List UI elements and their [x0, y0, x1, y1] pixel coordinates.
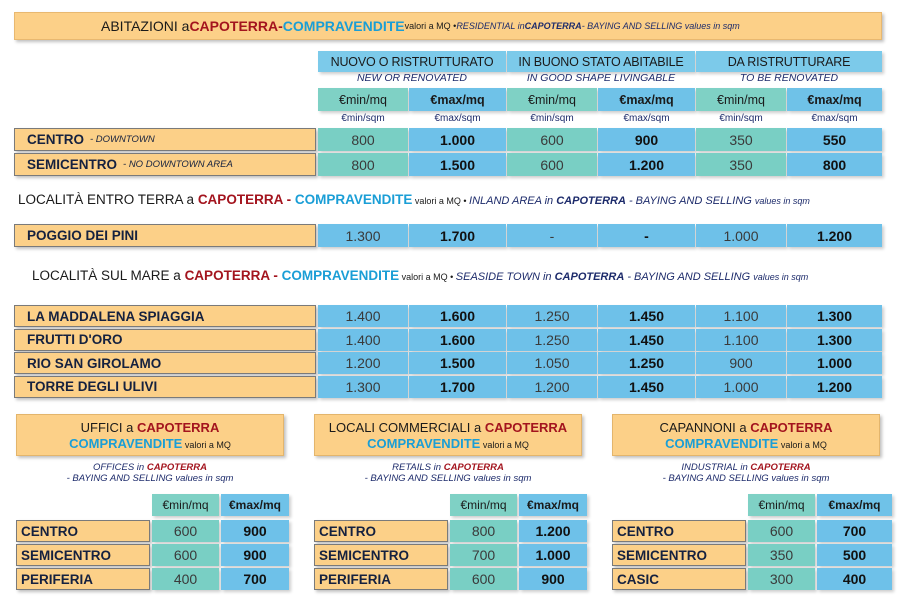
box-sub1: INDUSTRIAL in	[681, 462, 751, 473]
row-sub: - NO DOWNTOWN AREA	[123, 159, 233, 170]
row-name: CASIC	[617, 571, 660, 587]
row-name: SEMICENTRO	[319, 547, 410, 563]
seaside-value-cell: 1.300	[787, 329, 882, 351]
inland-title-en1: INLAND AREA in	[469, 195, 557, 207]
box-value-max: 900	[221, 544, 289, 566]
inland-title	[18, 192, 888, 207]
seaside-value-cell: 1.600	[409, 305, 506, 327]
seaside-title-dash: -	[269, 268, 282, 283]
title-en2: - BAYING AND SELLING values in sqm	[581, 21, 740, 31]
box-valori: valori a MQ	[778, 440, 827, 450]
cell-semi-good-min: 600	[507, 153, 597, 176]
unit-min-3: €min/mq	[696, 88, 786, 111]
box-row-label	[16, 568, 150, 590]
inland-title-text: LOCALITÀ ENTRO TERRA a	[18, 192, 198, 207]
unit-max-1: €max/mq	[409, 88, 506, 111]
box-row-label	[314, 544, 448, 566]
unit-sqm-min-2: €min/sqm	[530, 113, 574, 124]
inland-title-dash: -	[282, 192, 295, 207]
cell-poggio-reno-min: 1.000	[696, 224, 786, 247]
box-value-max: 1.000	[519, 544, 587, 566]
row-name: PERIFERIA	[319, 571, 392, 587]
cell-poggio-good-min: -	[507, 224, 597, 247]
inland-title-en-city: CAPOTERRA	[556, 195, 626, 207]
row-label-seaside	[14, 376, 316, 398]
box-header	[314, 414, 582, 456]
seaside-value-cell: 1.300	[318, 376, 408, 398]
seaside-value-cell: 1.000	[696, 376, 786, 398]
row-name: RIO SAN GIROLAMO	[27, 355, 162, 371]
category-sub-new: NEW OR RENOVATED	[356, 72, 468, 84]
box-value-min: 600	[152, 544, 219, 566]
cell-poggio-reno-max: 1.200	[787, 224, 882, 247]
cell-centro-reno-max: 550	[787, 128, 882, 151]
seaside-title-en-city: CAPOTERRA	[554, 271, 625, 283]
row-label-seaside	[14, 352, 316, 374]
seaside-value-cell: 1.700	[409, 376, 506, 398]
inland-title-en2: - BAYING AND SELLING	[625, 195, 755, 207]
seaside-title-en1: SEASIDE TOWN in	[455, 271, 555, 283]
seaside-value-cell: 1.450	[598, 305, 695, 327]
box-unit-max: €max/mq	[817, 494, 892, 516]
seaside-value-cell: 1.200	[787, 376, 882, 398]
cell-centro-new-max: 1.000	[409, 128, 506, 151]
inland-title-city: CAPOTERRA	[197, 192, 283, 207]
unit-max-2: €max/mq	[598, 88, 695, 111]
box-sub2: - BAYING AND SELLING values in sqm	[364, 473, 532, 484]
box-value-max: 900	[519, 568, 587, 590]
box-unit-min: €min/mq	[152, 494, 219, 516]
seaside-value-cell: 1.450	[598, 329, 695, 351]
cell-semi-good-max: 1.200	[598, 153, 695, 176]
box-title: CAPANNONI a	[659, 420, 751, 435]
box-value-min: 400	[152, 568, 219, 590]
title-valori: valori a MQ •	[404, 21, 457, 31]
box-value-min: 350	[748, 544, 815, 566]
seaside-title-city: CAPOTERRA	[184, 268, 270, 283]
box-value-min: 600	[450, 568, 517, 590]
box-value-max: 500	[817, 544, 892, 566]
row-name: POGGIO DEI PINI	[27, 228, 139, 243]
seaside-title	[32, 268, 892, 283]
box-subtitle	[610, 462, 882, 484]
cell-centro-good-max: 900	[598, 128, 695, 151]
box-unit-min: €min/mq	[450, 494, 517, 516]
inland-title-en3: values in sqm	[754, 196, 810, 206]
unit-sqm-max-3: €max/sqm	[811, 113, 858, 124]
category-sub-good: IN GOOD SHAPE LIVINGABLE	[526, 72, 676, 84]
title-text: ABITAZIONI a	[101, 18, 190, 34]
box-unit-min: €min/mq	[748, 494, 815, 516]
box-header	[612, 414, 880, 456]
box-subtitle	[14, 462, 286, 484]
row-name: PERIFERIA	[21, 571, 94, 587]
unit-sqm-min-1: €min/sqm	[341, 113, 385, 124]
box-row-label	[16, 520, 150, 542]
unit-min-2: €min/mq	[507, 88, 597, 111]
box-sub1: RETAILS in	[392, 462, 444, 473]
box-header	[16, 414, 284, 456]
row-name: CENTRO	[617, 523, 674, 539]
box-title-city: CAPOTERRA	[750, 420, 833, 435]
row-name: SEMICENTRO	[617, 547, 708, 563]
unit-sqm-max-1: €max/sqm	[434, 113, 481, 124]
box-value-max: 700	[221, 568, 289, 590]
box-sub-city: CAPOTERRA	[443, 462, 504, 473]
seaside-title-en2: - BAYING AND SELLING	[624, 271, 754, 283]
seaside-value-cell: 1.200	[507, 376, 597, 398]
unit-min-1: €min/mq	[318, 88, 408, 111]
box-compravendite: COMPRAVENDITE	[367, 436, 481, 451]
cell-poggio-new-min: 1.300	[318, 224, 408, 247]
box-row-label	[612, 520, 746, 542]
box-title: LOCALI COMMERCIALI a	[328, 420, 485, 435]
row-name: TORRE DEGLI ULIVI	[27, 379, 158, 394]
cell-semi-new-min: 800	[318, 153, 408, 176]
row-label-poggio	[14, 224, 316, 247]
box-valori: valori a MQ	[480, 440, 529, 450]
row-name: FRUTTI D'ORO	[27, 332, 123, 347]
box-value-min: 800	[450, 520, 517, 542]
box-row-label	[314, 520, 448, 542]
seaside-value-cell: 1.400	[318, 305, 408, 327]
box-compravendite: COMPRAVENDITE	[665, 436, 779, 451]
box-row-label	[612, 544, 746, 566]
seaside-value-cell: 1.250	[507, 329, 597, 351]
row-label-semicentro	[14, 153, 316, 176]
box-sub-city: CAPOTERRA	[146, 462, 207, 473]
seaside-value-cell: 900	[696, 352, 786, 374]
title-dash: -	[278, 18, 283, 34]
row-name: SEMICENTRO	[27, 157, 118, 172]
seaside-value-cell: 1.000	[787, 352, 882, 374]
inland-title-valori: valori a MQ •	[412, 196, 470, 206]
unit-sqm-min-3: €min/sqm	[719, 113, 763, 124]
box-value-max: 400	[817, 568, 892, 590]
title-city: CAPOTERRA	[189, 18, 279, 34]
seaside-value-cell: 1.100	[696, 305, 786, 327]
seaside-value-cell: 1.300	[787, 305, 882, 327]
box-valori: valori a MQ	[182, 440, 231, 450]
box-value-min: 700	[450, 544, 517, 566]
seaside-value-cell: 1.050	[507, 352, 597, 374]
row-sub: - DOWNTOWN	[90, 134, 155, 145]
main-title-banner	[14, 12, 882, 40]
category-header-new: NUOVO O RISTRUTTURATO	[318, 51, 506, 72]
title-en1: RESIDENTIAL in	[456, 21, 525, 31]
box-title: UFFICI a	[80, 420, 137, 435]
title-en-city: CAPOTERRA	[524, 21, 582, 31]
box-row-label	[16, 544, 150, 566]
seaside-value-cell: 1.400	[318, 329, 408, 351]
box-row-label	[314, 568, 448, 590]
box-sub1: OFFICES in	[92, 462, 147, 473]
cell-poggio-new-max: 1.700	[409, 224, 506, 247]
seaside-title-compravendite: COMPRAVENDITE	[281, 268, 400, 283]
cell-semi-reno-min: 350	[696, 153, 786, 176]
box-title-city: CAPOTERRA	[137, 420, 220, 435]
seaside-title-en3: values in sqm	[753, 272, 809, 282]
cell-semi-reno-max: 800	[787, 153, 882, 176]
box-sub-city: CAPOTERRA	[750, 462, 811, 473]
cell-centro-reno-min: 350	[696, 128, 786, 151]
seaside-value-cell: 1.600	[409, 329, 506, 351]
unit-max-3: €max/mq	[787, 88, 882, 111]
cell-semi-new-max: 1.500	[409, 153, 506, 176]
seaside-value-cell: 1.250	[507, 305, 597, 327]
row-label-centro	[14, 128, 316, 151]
box-title-city: CAPOTERRA	[484, 420, 568, 435]
category-sub-renovate: TO BE RENOVATED	[739, 72, 839, 84]
row-label-seaside	[14, 329, 316, 351]
row-name: CENTRO	[319, 523, 376, 539]
cell-poggio-good-max: -	[598, 224, 695, 247]
row-name: CENTRO	[21, 523, 78, 539]
row-label-seaside	[14, 305, 316, 327]
cell-centro-good-min: 600	[507, 128, 597, 151]
category-header-good: IN BUONO STATO ABITABILE	[507, 51, 695, 72]
cell-centro-new-min: 800	[318, 128, 408, 151]
seaside-title-text: LOCALITÀ SUL MARE a	[32, 268, 185, 283]
row-name: SEMICENTRO	[21, 547, 112, 563]
category-header-renovate: DA RISTRUTTURARE	[696, 51, 882, 72]
box-unit-max: €max/mq	[221, 494, 289, 516]
box-row-label	[612, 568, 746, 590]
row-name: LA MADDALENA SPIAGGIA	[27, 308, 205, 324]
inland-title-compravendite: COMPRAVENDITE	[294, 192, 413, 207]
seaside-value-cell: 1.450	[598, 376, 695, 398]
box-value-max: 1.200	[519, 520, 587, 542]
box-value-min: 600	[748, 520, 815, 542]
title-compravendite: COMPRAVENDITE	[282, 18, 405, 34]
box-unit-max: €max/mq	[519, 494, 587, 516]
box-sub2: - BAYING AND SELLING values in sqm	[66, 473, 234, 484]
seaside-value-cell: 1.100	[696, 329, 786, 351]
box-value-min: 600	[152, 520, 219, 542]
box-value-max: 700	[817, 520, 892, 542]
seaside-title-valori: valori a MQ •	[399, 272, 456, 282]
seaside-value-cell: 1.250	[598, 352, 695, 374]
box-compravendite: COMPRAVENDITE	[69, 436, 183, 451]
unit-sqm-max-2: €max/sqm	[623, 113, 670, 124]
box-sub2: - BAYING AND SELLING values in sqm	[662, 473, 830, 484]
box-value-min: 300	[748, 568, 815, 590]
box-subtitle	[312, 462, 584, 484]
seaside-value-cell: 1.200	[318, 352, 408, 374]
box-value-max: 900	[221, 520, 289, 542]
row-name: CENTRO	[27, 132, 84, 147]
seaside-value-cell: 1.500	[409, 352, 506, 374]
